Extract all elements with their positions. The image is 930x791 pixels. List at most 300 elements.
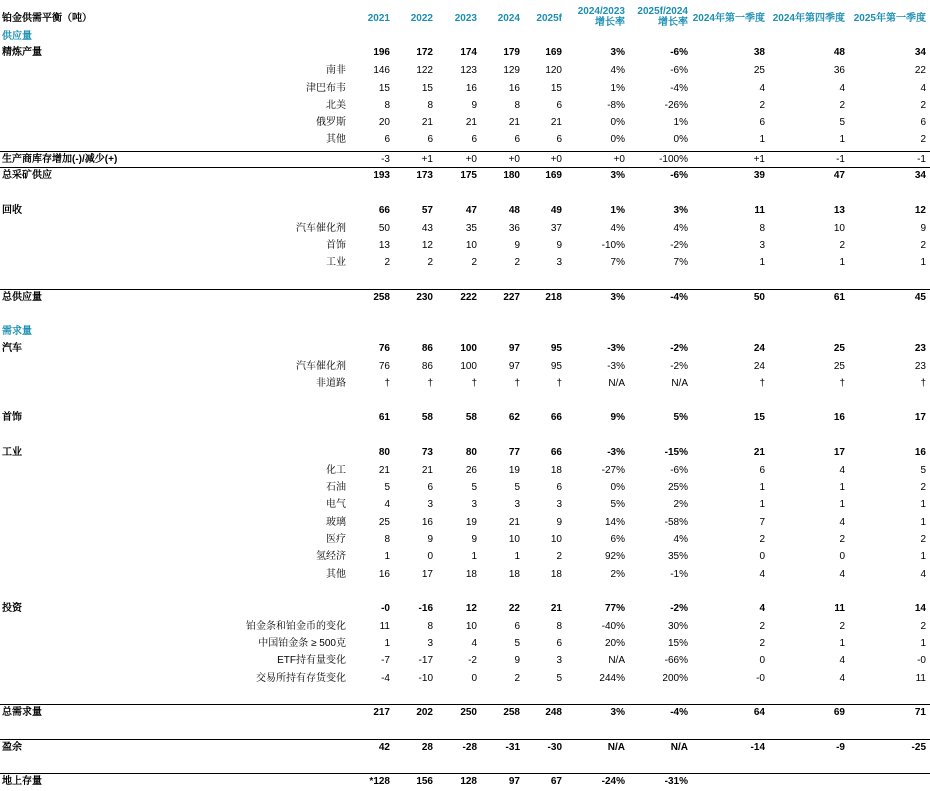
- value-cell: 23: [914, 361, 926, 372]
- value-cell: 9: [556, 240, 562, 251]
- value-cell: 4: [759, 603, 765, 614]
- value-cell: 7%: [610, 257, 625, 268]
- value-cell: 4: [759, 83, 765, 94]
- column-header: 2025f: [536, 13, 562, 24]
- value-cell: 21: [550, 117, 562, 128]
- row-label: 生产商库存增加(-)/减少(+): [2, 154, 118, 165]
- value-cell: 2: [427, 257, 433, 268]
- value-cell: 258: [503, 707, 520, 718]
- value-cell: 1: [471, 551, 477, 562]
- value-cell: 15: [378, 83, 390, 94]
- value-cell: 244%: [599, 673, 625, 684]
- value-cell: 97: [508, 361, 520, 372]
- value-cell: -2%: [670, 240, 688, 251]
- value-cell: 18: [550, 465, 562, 476]
- value-cell: 97: [508, 776, 520, 787]
- value-cell: 15: [550, 83, 562, 94]
- value-cell: -3%: [607, 343, 625, 354]
- value-cell: 3%: [673, 205, 688, 216]
- value-cell: 230: [416, 292, 433, 303]
- row-label: 投资: [2, 603, 22, 614]
- value-cell: 18: [508, 569, 520, 580]
- value-cell: 6: [920, 117, 926, 128]
- value-cell: †: [384, 378, 390, 389]
- row-label: 盈余: [2, 742, 22, 753]
- value-cell: -25: [911, 742, 926, 753]
- value-cell: 169: [545, 47, 562, 58]
- value-cell: 174: [460, 47, 477, 58]
- value-cell: 3: [427, 638, 433, 649]
- row-label: 化工: [326, 465, 346, 476]
- value-cell: 5: [839, 117, 845, 128]
- header-row: [0, 6, 930, 28]
- value-cell: 3%: [610, 292, 625, 303]
- value-cell: 180: [503, 170, 520, 181]
- value-cell: 0: [759, 655, 765, 666]
- value-cell: 173: [416, 170, 433, 181]
- value-cell: 1: [839, 257, 845, 268]
- value-cell: -2%: [670, 603, 688, 614]
- row-label: 中国铂金条 ≥ 500克: [258, 638, 346, 649]
- value-cell: 200%: [662, 673, 688, 684]
- value-cell: 22: [914, 65, 926, 76]
- value-cell: 37: [550, 223, 562, 234]
- row-label: 总采矿供应: [2, 170, 52, 181]
- value-cell: 64: [753, 707, 765, 718]
- value-cell: -6%: [670, 170, 688, 181]
- value-cell: 58: [421, 412, 433, 423]
- value-cell: 80: [465, 447, 477, 458]
- value-cell: 1: [759, 499, 765, 510]
- value-cell: +0: [613, 154, 625, 165]
- value-cell: 4: [920, 83, 926, 94]
- value-cell: 45: [914, 292, 926, 303]
- table-row: [0, 619, 930, 635]
- value-cell: 1: [920, 551, 926, 562]
- value-cell: 2: [759, 534, 765, 545]
- value-cell: -6%: [670, 465, 688, 476]
- row-label: 地上存量: [2, 776, 42, 787]
- value-cell: 4: [759, 569, 765, 580]
- row-label: 石油: [326, 482, 346, 493]
- value-cell: †: [514, 378, 520, 389]
- value-cell: 1%: [673, 117, 688, 128]
- value-cell: 61: [833, 292, 845, 303]
- value-cell: 5: [514, 638, 520, 649]
- value-cell: 2: [839, 240, 845, 251]
- value-cell: 16: [914, 447, 926, 458]
- value-cell: 1%: [610, 205, 625, 216]
- section-label: 供应量: [2, 31, 32, 42]
- value-cell: 4: [920, 569, 926, 580]
- value-cell: 36: [833, 65, 845, 76]
- value-cell: 62: [508, 412, 520, 423]
- value-cell: 50: [753, 292, 765, 303]
- value-cell: 2: [920, 534, 926, 545]
- value-cell: 11: [915, 673, 926, 684]
- value-cell: 92%: [604, 551, 625, 562]
- value-cell: †: [839, 378, 845, 389]
- value-cell: 25: [833, 361, 845, 372]
- value-cell: 0: [471, 673, 477, 684]
- value-cell: N/A: [670, 742, 688, 753]
- value-cell: 1: [514, 551, 520, 562]
- value-cell: 10: [508, 534, 520, 545]
- table-row: [0, 98, 930, 114]
- value-cell: -0: [756, 673, 765, 684]
- value-cell: 24: [753, 361, 765, 372]
- value-cell: 2: [759, 638, 765, 649]
- value-cell: 2: [514, 673, 520, 684]
- table-row: [0, 497, 930, 513]
- value-cell: 35: [465, 223, 477, 234]
- table-row: [0, 341, 930, 357]
- row-label: 氢经济: [316, 551, 346, 562]
- table-row: [0, 774, 930, 790]
- value-cell: 6: [384, 134, 390, 145]
- value-cell: 120: [545, 65, 562, 76]
- row-label: 工业: [326, 257, 346, 268]
- value-cell: -2%: [670, 361, 688, 372]
- row-label: 汽车催化剂: [296, 361, 346, 372]
- value-cell: 1: [759, 482, 765, 493]
- value-cell: 100: [460, 361, 477, 372]
- table-row: [0, 480, 930, 496]
- row-label: 总供应量: [2, 292, 42, 303]
- section-heading: [0, 29, 930, 45]
- value-cell: 5: [384, 482, 390, 493]
- table-row: [0, 549, 930, 565]
- value-cell: 4%: [673, 223, 688, 234]
- value-cell: 6: [471, 134, 477, 145]
- value-cell: 169: [545, 170, 562, 181]
- value-cell: 248: [545, 707, 562, 718]
- value-cell: 20%: [604, 638, 625, 649]
- value-cell: 3: [471, 499, 477, 510]
- value-cell: 61: [378, 412, 390, 423]
- value-cell: 218: [545, 292, 562, 303]
- value-cell: -17: [418, 655, 433, 666]
- section-label: 需求量: [2, 326, 32, 337]
- column-header: 2023: [454, 13, 477, 24]
- value-cell: 7%: [673, 257, 688, 268]
- value-cell: 4%: [673, 534, 688, 545]
- value-cell: 8: [556, 621, 562, 632]
- row-label: 回收: [2, 205, 22, 216]
- value-cell: 48: [833, 47, 845, 58]
- value-cell: 6: [556, 482, 562, 493]
- value-cell: 8: [427, 100, 433, 111]
- value-cell: -7: [381, 655, 390, 666]
- table-row: [0, 515, 930, 531]
- table-row: [0, 532, 930, 548]
- value-cell: 57: [421, 205, 433, 216]
- value-cell: 129: [503, 65, 520, 76]
- value-cell: 0%: [610, 117, 625, 128]
- value-cell: 6: [759, 117, 765, 128]
- value-cell: 175: [460, 170, 477, 181]
- value-cell: 6: [556, 100, 562, 111]
- value-cell: -14: [750, 742, 765, 753]
- value-cell: †: [556, 378, 562, 389]
- value-cell: 5: [514, 482, 520, 493]
- row-label: 首饰: [2, 412, 22, 423]
- row-label: 汽车: [2, 343, 22, 354]
- table-row: [0, 740, 930, 756]
- value-cell: 77: [508, 447, 520, 458]
- value-cell: 13: [833, 205, 845, 216]
- value-cell: 3: [556, 655, 562, 666]
- value-cell: 36: [508, 223, 520, 234]
- row-label: 汽车催化剂: [296, 223, 346, 234]
- value-cell: 21: [378, 465, 390, 476]
- value-cell: 15: [753, 412, 765, 423]
- value-cell: 76: [378, 361, 390, 372]
- value-cell: +0: [508, 154, 520, 165]
- value-cell: 2: [556, 551, 562, 562]
- value-cell: 25: [833, 343, 845, 354]
- value-cell: -30: [547, 742, 562, 753]
- value-cell: [685, 774, 765, 790]
- row-label: 电气: [326, 499, 346, 510]
- value-cell: 58: [465, 412, 477, 423]
- row-label: 医疗: [326, 534, 346, 545]
- value-cell: 30%: [667, 621, 688, 632]
- value-cell: -100%: [659, 154, 688, 165]
- value-cell: -3%: [607, 361, 625, 372]
- value-cell: 2: [920, 482, 926, 493]
- value-cell: 3: [427, 499, 433, 510]
- value-cell: 38: [753, 47, 765, 58]
- value-cell: 5%: [673, 412, 688, 423]
- table-row: [0, 359, 930, 375]
- value-cell: 6: [427, 482, 433, 493]
- value-cell: 71: [914, 707, 926, 718]
- value-cell: 2: [920, 240, 926, 251]
- value-cell: 1: [839, 482, 845, 493]
- value-cell: -1%: [670, 569, 688, 580]
- row-label: 首饰: [326, 240, 346, 251]
- value-cell: 122: [416, 65, 433, 76]
- value-cell: 39: [753, 170, 765, 181]
- table-row: [0, 238, 930, 254]
- table-row: [0, 221, 930, 237]
- row-label: 铂金条和铂金币的变化: [246, 621, 346, 632]
- table-row: [0, 81, 930, 97]
- value-cell: 14%: [604, 517, 625, 528]
- column-header: 2024年第四季度: [772, 13, 845, 24]
- value-cell: N/A: [608, 378, 625, 389]
- value-cell: 9: [514, 240, 520, 251]
- value-cell: 43: [421, 223, 433, 234]
- value-cell: 2: [920, 100, 926, 111]
- value-cell: 15%: [667, 638, 688, 649]
- value-cell: 16: [508, 83, 520, 94]
- table-title: 铂金供需平衡（吨）: [2, 13, 92, 24]
- value-cell: 146: [373, 65, 390, 76]
- value-cell: 0: [839, 551, 845, 562]
- value-cell: 1: [920, 638, 926, 649]
- value-cell: -4: [381, 673, 390, 684]
- value-cell: 3%: [610, 47, 625, 58]
- value-cell: N/A: [608, 655, 625, 666]
- value-cell: 8: [514, 100, 520, 111]
- value-cell: 21: [421, 117, 433, 128]
- row-label: 其他: [326, 134, 346, 145]
- table-row: [0, 463, 930, 479]
- value-cell: 21: [465, 117, 477, 128]
- value-cell: -4%: [670, 707, 688, 718]
- value-cell: [846, 774, 926, 790]
- value-cell: 1: [839, 499, 845, 510]
- table-row: [0, 63, 930, 79]
- value-cell: -3: [381, 154, 390, 165]
- value-cell: 202: [416, 707, 433, 718]
- row-label: 交易所持有存货变化: [256, 673, 346, 684]
- value-cell: 9%: [610, 412, 625, 423]
- value-cell: 25%: [667, 482, 688, 493]
- value-cell: -27%: [601, 465, 625, 476]
- value-cell: 18: [465, 569, 477, 580]
- value-cell: 4: [839, 465, 845, 476]
- value-cell: 25: [378, 517, 390, 528]
- value-cell: -6%: [670, 47, 688, 58]
- value-cell: 3%: [610, 707, 625, 718]
- value-cell: 28: [421, 742, 433, 753]
- value-cell: 4: [839, 655, 845, 666]
- value-cell: -4%: [670, 83, 688, 94]
- value-cell: 2%: [610, 569, 625, 580]
- value-cell: 47: [833, 170, 845, 181]
- value-cell: 1: [759, 134, 765, 145]
- table-row: [0, 705, 930, 721]
- value-cell: 2: [471, 257, 477, 268]
- value-cell: -4%: [670, 292, 688, 303]
- value-cell: N/A: [607, 742, 625, 753]
- value-cell: 6: [556, 638, 562, 649]
- value-cell: 95: [550, 361, 562, 372]
- value-cell: †: [471, 378, 477, 389]
- value-cell: 3: [759, 240, 765, 251]
- row-label: 精炼产量: [2, 47, 42, 58]
- value-cell: -66%: [664, 655, 688, 666]
- table-row: [0, 168, 930, 184]
- table-row: [0, 636, 930, 652]
- row-label: 非道路: [316, 378, 346, 389]
- value-cell: 10: [550, 534, 562, 545]
- value-cell: 17: [914, 412, 926, 423]
- value-cell: 6: [427, 134, 433, 145]
- value-cell: 2: [839, 621, 845, 632]
- value-cell: 16: [465, 83, 477, 94]
- value-cell: 67: [550, 776, 562, 787]
- value-cell: -31: [505, 742, 520, 753]
- value-cell: 22: [508, 603, 520, 614]
- value-cell: 3%: [610, 170, 625, 181]
- value-cell: 48: [508, 205, 520, 216]
- column-header: 2022: [410, 13, 433, 24]
- value-cell: 2: [839, 534, 845, 545]
- value-cell: -10: [418, 673, 433, 684]
- value-cell: 0%: [610, 482, 625, 493]
- value-cell: 7: [759, 517, 765, 528]
- value-cell: 4: [839, 517, 845, 528]
- table-row: [0, 152, 930, 168]
- value-cell: 20: [378, 117, 390, 128]
- value-cell: 4: [839, 673, 845, 684]
- value-cell: +1: [753, 154, 765, 165]
- value-cell: 6: [514, 621, 520, 632]
- row-label: 南非: [326, 65, 346, 76]
- table-row: [0, 601, 930, 617]
- table-row: [0, 203, 930, 219]
- value-cell: 2: [920, 621, 926, 632]
- value-cell: 4: [839, 83, 845, 94]
- value-cell: -58%: [664, 517, 688, 528]
- value-cell: 10: [465, 240, 477, 251]
- value-cell: 11: [379, 621, 390, 632]
- value-cell: *128: [369, 776, 390, 787]
- value-cell: 217: [373, 707, 390, 718]
- value-cell: 23: [914, 343, 926, 354]
- value-cell: 258: [373, 292, 390, 303]
- value-cell: 49: [550, 205, 562, 216]
- value-cell: 1: [839, 638, 845, 649]
- value-cell: 21: [421, 465, 433, 476]
- value-cell: 172: [416, 47, 433, 58]
- section-heading: [0, 324, 930, 340]
- value-cell: 3: [556, 499, 562, 510]
- value-cell: 86: [421, 361, 433, 372]
- value-cell: 21: [550, 603, 562, 614]
- value-cell: 9: [471, 100, 477, 111]
- value-cell: 0: [759, 551, 765, 562]
- row-label: 北美: [326, 100, 346, 111]
- value-cell: 4%: [610, 223, 625, 234]
- value-cell: 21: [753, 447, 765, 458]
- value-cell: 4%: [610, 65, 625, 76]
- value-cell: 11: [834, 603, 845, 614]
- value-cell: 21: [508, 117, 520, 128]
- table-row: [0, 255, 930, 271]
- table-row: [0, 132, 930, 148]
- table-row: [0, 445, 930, 461]
- table-row: [0, 410, 930, 426]
- value-cell: 2: [759, 100, 765, 111]
- value-cell: 222: [460, 292, 477, 303]
- value-cell: 26: [465, 465, 477, 476]
- value-cell: -40%: [601, 621, 625, 632]
- value-cell: -9: [836, 742, 845, 753]
- table-row: [0, 290, 930, 306]
- value-cell: 8: [384, 100, 390, 111]
- value-cell: 86: [421, 343, 433, 354]
- table-row: [0, 115, 930, 131]
- value-cell: 227: [503, 292, 520, 303]
- value-cell: 1: [839, 134, 845, 145]
- value-cell: 8: [427, 621, 433, 632]
- row-label: 津巴布韦: [306, 83, 346, 94]
- column-header: 2021: [367, 13, 390, 24]
- value-cell: +1: [421, 154, 433, 165]
- value-cell: 12: [914, 205, 926, 216]
- value-cell: 6: [514, 134, 520, 145]
- value-cell: 0%: [610, 134, 625, 145]
- value-cell: -10%: [601, 240, 625, 251]
- value-cell: 2%: [673, 499, 688, 510]
- value-cell: 5: [920, 465, 926, 476]
- value-cell: 2: [384, 257, 390, 268]
